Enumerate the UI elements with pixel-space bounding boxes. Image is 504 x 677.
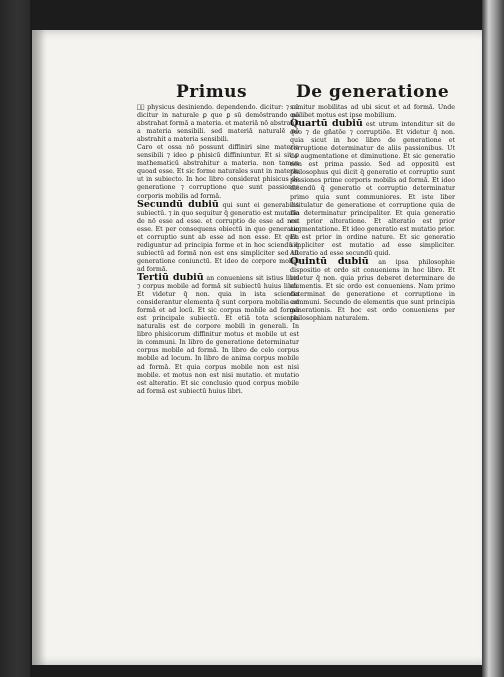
paragraph (137, 198, 299, 274)
paragraph-text: ⁊ͥ physicus desiniendo. dependendo. dicitur: ⁊ cū dicitur in naturale ꝑ que ꝑ sū demōstrando nō abstrahat formā a materia. et materiā nō abstrahit a materia sensibili. sed materiā naturalē nō abstrahit a materia sensibili. (137, 104, 299, 144)
section-heading: Quartū dubiū (290, 118, 363, 130)
page-fore-edge (482, 0, 504, 677)
paragraph-text: an ipsa philosophie dispositio et ordo sit conueniens in hoc libro. Et videtur q̄ non. quia prius deberet determinare de elementis. Et sic ordo est conueniens. Nam primo determinat de generatione et corruptione in communi. Secundo de elementis que sunt principia generationis. Et hoc est ordo conueniens per philosophiam naturalem. (290, 258, 455, 323)
paragraph-text: sumitur mobilitas ad ubi sicut et ad formā. Unde quilibet motus est ipse mobilium. (290, 104, 455, 120)
text-column-right (290, 104, 455, 560)
paragraph-text: an conueniens sit istius libri ⁊ corpus mobile ad formā sit subiectū huius libri. Et videtur q̄ non. quia in ista scientia considerantur elementa q̄ sunt corpora mobilia ad formā et ad locū. Et sic corpus mobile ad formā est principale subiectū. Et etiā tota scientia naturalis est de corpore mobili in generali. In libro phisicorum diffinitur motus et mobile ut est in communi. In libro de generatione determinatur corpus mobile ad formā. In libro de celo corpus mobile ad locum. In libro de anima corpus mobile ad formā. Et quia corpus mobile non est nisi mobile. et motus non est nisi mutatio. et mutatio est alteratio. Et sic conclusio quod corpus mobile ad formā est subiectū huius libri. (137, 274, 299, 395)
paragraph (137, 271, 299, 396)
section-heading: Quintū dubiū (290, 255, 369, 267)
paragraph-text: qui sunt ei generabilis subiectū. ⁊ in quo sequitur q̄ generatio est mutatio de nō esse ad esse. et corruptio de esse ad non esse. Et per consequens obiectū in quo generatio et corruptio sunt ab esse ad non esse. Et quia rediguntur ad principia forme et in hoc sciendū q̄ subiectū ad formā non est ens simpliciter sed cū generatione coniunctū. Et ideo de corpore mobili ad formā. (137, 201, 299, 273)
paragraph-text: est utrum intenditur sit de quo ⁊ de gñatōe ⁊ corruptiōe. Et videtur q̄ non. quia sicut in hoc libro de generatione et corruptione determinatur de aliis passionibus. Ut de augmentatione et diminutione. Et sic generatio non est prima passio. Sed ad oppositū est philosophus qui dicit q̄ generatio et corruptio sunt passiones prime corporis mobilis ad formā. Et ideo dicendū q̄ generatio et corruptio determinatur primo quia sunt communiores. Et iste liber intitulatur de generatione et corruptione quia de illa determinatur principaliter. Et quia generatio est prior alteratione. Et alteratio est prior augmentatione. Et ideo generatio est mutatio prior. Et est prior in ordine nature. Et sic generatio simpliciter est mutatio ad esse simpliciter. Alteratio ad esse secundū quid. (290, 121, 455, 257)
running-head-right: De generatione (296, 82, 450, 102)
paragraph (290, 255, 455, 323)
paragraph (290, 120, 455, 258)
book-binding-left (0, 0, 30, 677)
paragraph-text: Caro et ossa nō possunt diffiniri sine materia sensibili ⁊ ideo ꝑ phisicū diffiniuntur. Et si sit ꝑ mathematicū abstrahitur a materia. non tamen quoad esse. Et sic forme naturales sunt in materia ut in subiecto. In hoc libro considerat phisicus de generatione ⁊ corruptione que sunt passiones corporis mobilis ad formā. (137, 144, 299, 200)
text-column-left (137, 104, 299, 522)
running-head-left: Primus (176, 82, 248, 102)
section-heading: Tertiū dubiū (137, 271, 204, 283)
page-gutter-shadow (32, 30, 46, 665)
paragraph (137, 104, 299, 144)
section-heading: Secundū dubiū (137, 198, 219, 210)
paragraph (137, 144, 299, 200)
